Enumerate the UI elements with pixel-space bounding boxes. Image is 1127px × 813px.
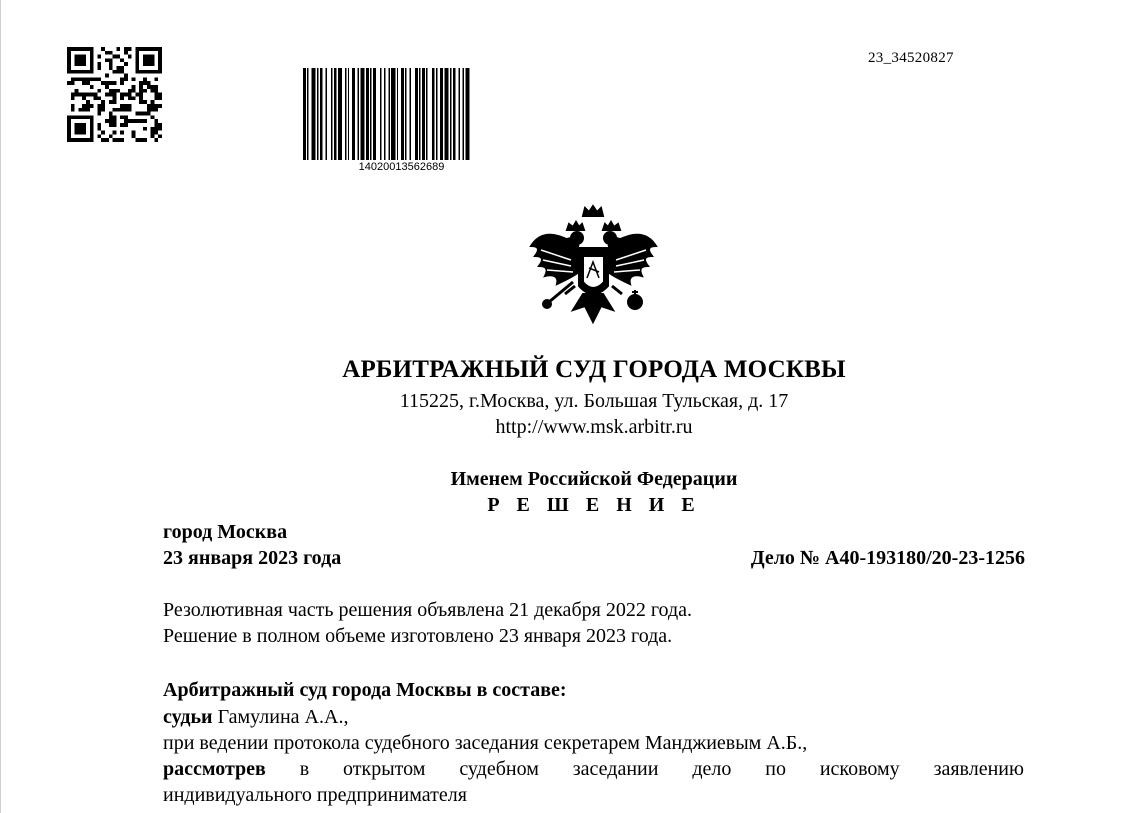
page-edge [0,0,1,813]
document-id: 23_34520827 [868,50,954,66]
considering-word: исковому [819,758,900,780]
city: город Москва [163,521,288,543]
barcode-number: 14020013562689 [358,161,445,173]
full-decision-line: Решение в полном объеме изготовлено 23 января 2023 года. [163,625,673,647]
barcode-icon [303,68,510,160]
considering-word: заявлению [933,758,1024,780]
court-name: АРБИТРАЖНЫЙ СУД ГОРОДА МОСКВЫ [342,356,846,383]
qr-code-icon [67,47,162,142]
court-address: 115225, г.Москва, ул. Большая Тульская, д. 17 [399,390,789,412]
decision-title: Р Е Ш Е Н И Е [487,494,701,516]
considering-word: по [765,758,786,780]
considering-word: открытом [343,758,426,780]
judge-name: Гамулина А.А., [212,706,349,728]
behalf-heading: Именем Российской Федерации [450,468,738,490]
court-url: http://www.msk.arbitr.ru [495,416,693,438]
considering-word: рассмотрев [163,758,266,780]
considering-line [163,758,1024,781]
considering-word: в [299,758,310,780]
judge-label: судьи [163,706,213,728]
coat-of-arms-icon [527,202,660,334]
considering-word: судебном [459,758,539,780]
considering-word: дело [692,758,732,780]
decision-date: 23 января 2023 года [163,547,342,569]
composition-heading: Арбитражный суд города Москвы в составе: [163,679,567,701]
resolution-line: Резолютивная часть решения объявлена 21 декабря 2022 года. [163,599,692,621]
protocol-line: при ведении протокола судебного заседания секретарем Манджиевым А.Б., [163,732,808,754]
case-number: Дело № А40-193180/20-23-1256 [750,547,1025,569]
considering-word: заседании [572,758,659,780]
last-line: индивидуального предпринимателя [163,784,467,806]
judge-line [163,706,348,729]
